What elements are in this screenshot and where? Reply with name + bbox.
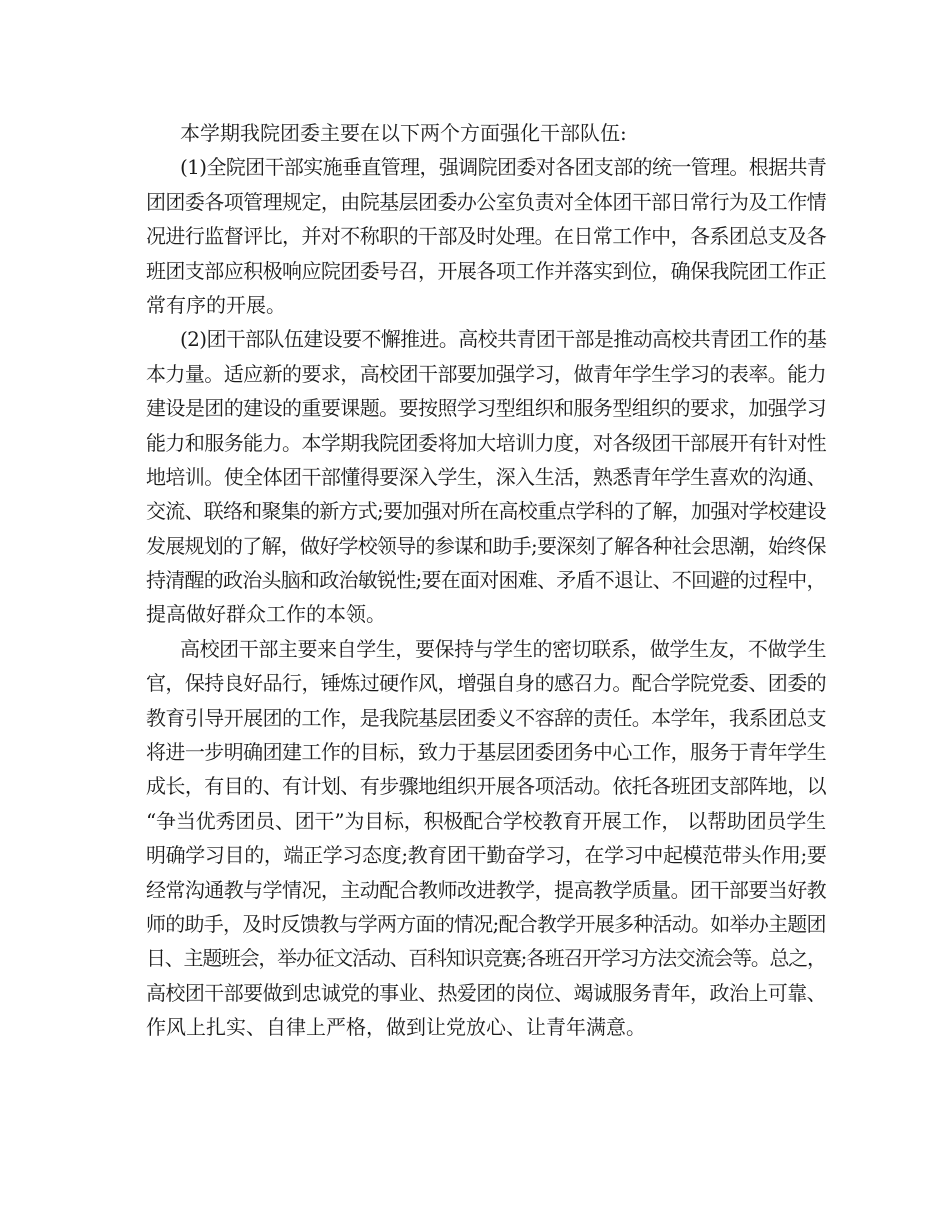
- text-line: 本力量。适应新的要求，高校团干部要加强学习，做青年学生学习的表率。能力: [146, 361, 827, 386]
- text-line: 经常沟通教与学情况，主动配合教师改进教学，提高教学质量。团干部要当好教: [146, 877, 827, 902]
- text-line: 建设是团的建设的重要课题。要按照学习型组织和服务型组织的要求，加强学习: [146, 396, 827, 421]
- text-line: 高校团干部主要来自学生，要保持与学生的密切联系，做学生友，不做学生: [180, 636, 827, 661]
- text-line: (1)全院团干部实施垂直管理，强调院团委对各团支部的统一管理。根据共青: [180, 155, 827, 180]
- text-line: 班团支部应积极响应院团委号召，开展各项工作并落实到位，确保我院团工作正: [146, 258, 827, 283]
- text-line: 团团委各项管理规定，由院基层团委办公室负责对全体团干部日常行为及工作情: [146, 189, 827, 214]
- text-line: 况进行监督评比，并对不称职的干部及时处理。在日常工作中，各系团总支及各: [146, 224, 827, 249]
- text-line: 明确学习目的，端正学习态度;教育团干勤奋学习，在学习中起模范带头作用;要: [146, 843, 827, 868]
- text-line: 将进一步明确团建工作的目标，致力于基层团委团务中心工作，服务于青年学生: [146, 740, 827, 765]
- text-line: 师的助手，及时反馈教与学两方面的情况;配合教学开展多种活动。如举办主题团: [146, 911, 826, 936]
- text-line: 高校团干部要做到忠诚党的事业、热爱团的岗位、竭诚服务青年，政治上可靠、: [146, 980, 827, 1005]
- document-body: [146, 116, 826, 1045]
- text-line: (2)团干部队伍建设要不懈推进。高校共青团干部是推动高校共青团工作的基: [180, 327, 827, 352]
- text-line: 作风上扎实、自律上严格，做到让党放心、让青年满意。: [146, 1015, 646, 1040]
- text-line: 提高做好群众工作的本领。: [146, 602, 386, 627]
- text-line: 成长，有目的、有计划、有步骤地组织开展各项活动。依托各班团支部阵地，以: [146, 774, 827, 799]
- text-line: 教育引导开展团的工作，是我院基层团委义不容辞的责任。本学年，我系团总支: [146, 705, 827, 730]
- text-line: 本学期我院团委主要在以下两个方面强化干部队伍:: [180, 121, 627, 145]
- text-line: 交流、联络和聚集的新方式;要加强对所在高校重点学科的了解，加强对学校建设: [146, 499, 826, 524]
- text-line: 能力和服务能力。本学期我院团委将加大培训力度，对各级团干部展开有针对性: [146, 430, 827, 455]
- text-line: 常有序的开展。: [146, 292, 286, 317]
- text-line: “争当优秀团员、团干”为目标，积极配合学校教育开展工作， 以帮助团员学生: [146, 808, 826, 833]
- text-line: 日、主题班会，举办征文活动、百科知识竞赛;各班召开学习方法交流会等。总之，: [146, 946, 826, 971]
- text-line: 持清醒的政治头脑和政治敏锐性;要在面对困难、矛盾不退让、不回避的过程中，: [146, 568, 826, 593]
- text-line: 官，保持良好品行，锤炼过硬作风，增强自身的感召力。配合学院党委、团委的: [146, 671, 827, 696]
- text-line: 地培训。使全体团干部懂得要深入学生，深入生活，熟悉青年学生喜欢的沟通、: [146, 464, 827, 489]
- text-line: 发展规划的了解，做好学校领导的参谋和助手;要深刻了解各种社会思潮，始终保: [146, 533, 826, 558]
